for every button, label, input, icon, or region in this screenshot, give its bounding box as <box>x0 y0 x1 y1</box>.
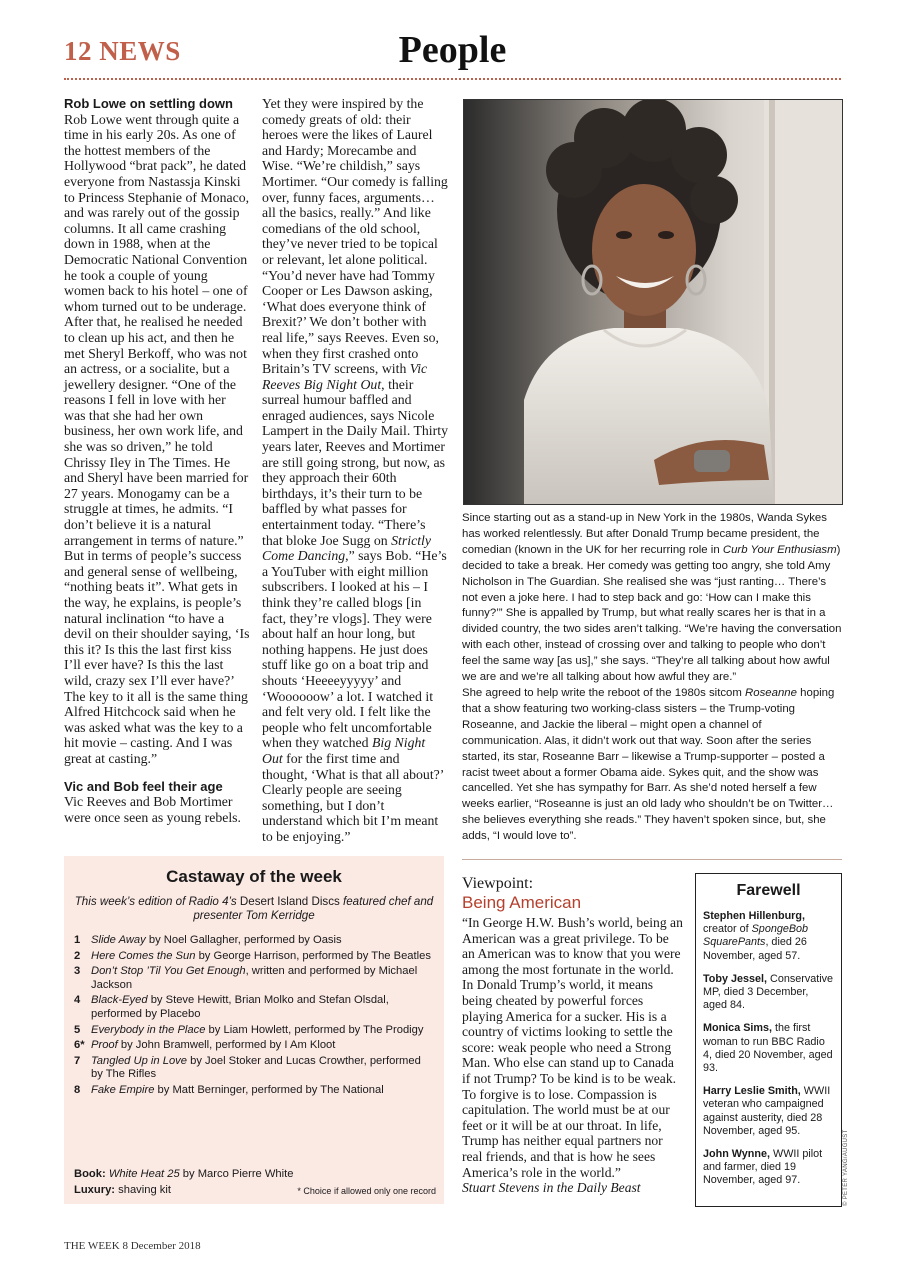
viewpoint-source: Stuart Stevens in the Daily Beast <box>462 1180 641 1196</box>
caption-text-1: Since starting out as a stand-up in New York in the 1980s, Wanda Sykes has worked relentlessly. But after Donald Trump became president, the comedian (known in the UK for her recurring role in <box>462 512 827 556</box>
track-number: 2 <box>74 949 81 962</box>
wanda-sykes-photo <box>463 99 843 505</box>
viewpoint-quote: “In George H.W. Bush’s world, being an American was a great privilege. To be an American was to know that you were among the most fortunate in the world. In Donald Trump’s world, it means being cheated by powerful forces playing America for a sucker. His is a country of victims looking to settle the score: weak people who need a Strong Man. Who else can stand up to Canada if not Trump? To be kind is to be weak. To forgive is to lose. Compassion is capitulation. The world must be at our feet or it will be at our throat. In life, Trump has neither equal partners nor real friends, and that is how he sees America’s role in the world.” <box>462 915 683 1180</box>
obituary-entry <box>703 973 834 1013</box>
obituary-entry <box>703 1022 834 1075</box>
obituary-entry <box>703 1085 834 1138</box>
track-title: Black-Eyed <box>91 994 148 1007</box>
track-title: Here Comes the Sun <box>91 949 196 962</box>
rob-lowe-column <box>64 96 250 825</box>
track-credit: by Joel Stoker and Lucas Crowther, performed by The Rifles <box>91 1054 421 1081</box>
page-header <box>64 30 841 80</box>
show-title: Strictly Come Dancing <box>262 532 432 564</box>
obituary-name: Monica Sims, <box>703 1022 772 1035</box>
caption-text-4: hoping that a show featuring two working-class sisters – the Trump-voting Roseanne, and Jackie the liberal – might open a channel of communication. Alas, it didn’t work out that way. Soon after the series started, its star, Roseanne Barr – likewise a Trump-supporter – posted a racist tweet about a former Obama aide. Sykes quit, and the show was cancelled. Yet she has sympathy for Barr. As she’d noted herself a few weeks earlier, “Roseanne is just an old lady who shouldn’t be on Twitter… she believes everything she reads.” They haven’t spoken since, but, she adds, “I would love to”. <box>462 686 835 843</box>
vic-bob-intro: Vic Reeves and Bob Mortimer were once seen as young rebels. <box>64 794 241 825</box>
obituary-text: WWII veteran who campaigned against austerity, died 28 November, aged 95. <box>703 1085 831 1137</box>
vic-bob-text-2: , their surreal humour baffled and enraged audiences, says Nicole Lampert in the Daily Mail. Thirty years later, Reeves and Mortimer are still going strong, but now, as they approach their 60th birthdays, it’s their turn to be baffled by what passes for entertainment today. “There’s that bloke Joe Sugg on <box>262 376 448 548</box>
luxury-label: Luxury: <box>74 1184 116 1196</box>
castaway-intro <box>74 895 434 923</box>
track-title: Tangled Up in Love <box>91 1054 187 1067</box>
track-credit: by John Bramwell, performed by I Am Kloot <box>117 1039 336 1052</box>
caption-text-2: ) decided to take a break. Her comedy was getting too angry, she told Amy Nicholson in The Guardian. She realised she was “just ranting… There’s not even a joke here. I had to step back and go: ‘How can I make this funny?’” She is appalled by Trump, but what really scares her is that in a divided country, the two sides aren’t talking. “We’re having the conversation with each other, instead of crossing over and talking to people who don’t feel the same way [as us],” she says. “They’re all talking about how awful we are and we’re all talking about how awful they are.” <box>462 543 842 684</box>
obituary-name: Harry Leslie Smith, <box>703 1085 801 1098</box>
obituary-name: Stephen Hillenburg, <box>703 910 805 922</box>
rob-lowe-body: Rob Lowe went through quite a time in his early 20s. As one of the hottest members of the Hollywood “brat pack”, he dated everyone from Nastassja Kinski to Princess Stephanie of Monaco, and was rarely out of the gossip columns. It all came crashing down in 1988, when at the Democratic National Convention he took a couple of young women back to his hotel – one of whom turned out to be underage. After that, he realised he needed to clean up his act, and then he met Sheryl Berkoff, who was not an actress, or a socialite, but a jewellery designer. “One of the reasons I fell in love with her was that she had her own business, her own work life, and she was so driven,” he told Chrissy Iley in The Times. He and Sheryl have been married for 27 years. Monogamy can be a struggle at times, he admits. “I don’t believe it is a natural arrangement in terms of nature.” But in terms of people’s success and general sense of wellbeing, “nothing beats it”. What gets in the way, he explains, is people’s natural inclination “to have a devil on their shoulder saying, ‘Is this it? Is this the last first kiss I’ll ever have? Is this the last wild, crazy sex I’ll ever have?’ The key to it all is the same thing Alfred Hitchcock said when he was asked what was the key to a hit movie – casting. And I was great at casting.” <box>64 111 250 766</box>
page-number: 12 NEWS <box>64 36 181 66</box>
track-credit: by Matt Berninger, performed by The National <box>154 1083 384 1096</box>
track-title: Proof <box>91 1039 118 1052</box>
obituary-text: WWII pilot and farmer, died 19 November, aged 97. <box>703 1148 823 1187</box>
track-credit: by Steve Hewitt, Brian Molko and Stefan Olsdal, performed by Placebo <box>91 994 389 1020</box>
track-number: 1 <box>74 934 81 946</box>
show-title: Roseanne <box>745 686 797 699</box>
list-item <box>74 965 434 992</box>
rob-lowe-heading: Rob Lowe on settling down <box>64 96 233 111</box>
list-item <box>74 1055 434 1082</box>
section-divider <box>462 859 842 860</box>
castaway-footnote: * Choice if allowed only one record <box>297 1186 436 1196</box>
list-item <box>74 934 434 948</box>
track-credit: by George Harrison, performed by The Beatles <box>195 949 431 962</box>
castaway-title: Castaway of the week <box>166 867 342 886</box>
obituary-entry <box>703 1148 834 1188</box>
list-item <box>74 1024 434 1038</box>
farewell-box <box>695 873 842 1207</box>
page-folio: THE WEEK 8 December 2018 <box>64 1240 201 1252</box>
list-item <box>74 1039 434 1053</box>
track-credit: by Noel Gallagher, performed by Oasis <box>145 934 342 946</box>
obituary-text: , died 26 November, aged 57. <box>703 936 807 962</box>
list-item <box>74 950 434 964</box>
viewpoint-title: Being American <box>462 893 582 912</box>
track-list <box>74 934 434 1098</box>
track-number: 6* <box>74 1039 85 1052</box>
list-item <box>74 994 434 1021</box>
vic-bob-text-3: ,” says Bob. “He’s a YouTuber with eight million subscribers. I looked at his – I think they’re called blogs [in fact, they’re vlogs]. They were about half an hour long, but nothing happens. He just does stuff like go on a boat trip and shouts ‘Heeeeyyyyy’ and ‘Woooooow’ a lot. I watched it and felt very old. I felt like the people who felt uncomfortable when they watched <box>262 548 447 751</box>
list-item <box>74 1084 434 1098</box>
castaway-box <box>64 856 444 1204</box>
farewell-title: Farewell <box>736 882 801 899</box>
obituary-text: the first woman to run BBC Radio 4, died 20 November, aged 93. <box>703 1022 833 1075</box>
portrait-illustration <box>464 100 843 505</box>
show-title: Curb Your Enthusiasm <box>722 543 837 556</box>
obituary-text: creator of <box>703 923 752 936</box>
track-credit: , written and performed by Michael Jackson <box>91 965 418 991</box>
vic-bob-heading: Vic and Bob feel their age <box>64 778 223 794</box>
castaway-book <box>74 1168 434 1180</box>
intro-text: featured chef and presenter Tom Kerridge <box>193 895 434 922</box>
track-credit: by Liam Howlett, performed by The Prodigy <box>205 1023 424 1036</box>
obituary-entry <box>703 910 834 963</box>
luxury-value: shaving kit <box>115 1184 171 1196</box>
book-author: by Marco Pierre White <box>179 1168 294 1180</box>
show-title: Vic Reeves Big Night Out <box>262 361 428 392</box>
track-title: Fake Empire <box>91 1083 155 1096</box>
vic-bob-column <box>262 96 448 845</box>
intro-text: This week’s edition of Radio 4’s <box>74 895 240 908</box>
track-number: 3 <box>74 965 81 978</box>
photo-credit: © PETER YANG/AUGUST <box>843 1129 849 1206</box>
caption-text-3: She agreed to help write the reboot of the 1980s sitcom <box>462 686 746 699</box>
track-number: 7 <box>74 1054 81 1067</box>
photo-caption <box>462 511 844 845</box>
book-label: Book: <box>74 1168 106 1180</box>
vic-bob-text-4: for the first time and thought, ‘What is that all about?’ Clearly people are seeing something, but I don’t understand which bit I’m meant to be enjoying.” <box>262 750 444 844</box>
show-title: Big Night Out <box>262 735 426 766</box>
obituary-name: Toby Jessel, <box>703 972 768 985</box>
section-title: People <box>398 29 507 71</box>
track-title: Don’t Stop ’Til You Get Enough <box>91 965 246 978</box>
track-number: 5 <box>74 1023 81 1036</box>
book-title: White Heat 25 <box>108 1168 180 1180</box>
obituary-text: Conservative MP, died 3 December, aged 84. <box>703 972 834 1012</box>
vic-bob-text-1: Yet they were inspired by the comedy greats of old: their heroes were the likes of Laurel and Hardy; Morecambe and Wise. “We’re childish,” says Mortimer. “Our comedy is falling over, funny faces, arguments… all the basics, really.” And like comedians of the old school, they’ve never tried to be topical or relevant, let alone political. “You’d never have had Tommy Cooper or Les Dawson asking, ‘What does everyone think of Brexit?’ We don’t bother with real life,” says Reeves. Even so, when they first crashed onto Britain’s TV screens, with <box>262 96 448 377</box>
track-title: Everybody in the Place <box>91 1023 206 1036</box>
track-number: 8 <box>74 1083 81 1096</box>
show-title: SpongeBob SquarePants <box>703 923 809 949</box>
programme-name: Desert Island Discs <box>239 895 340 908</box>
track-number: 4 <box>74 994 81 1007</box>
viewpoint-box <box>462 874 684 1196</box>
obituary-name: John Wynne, <box>703 1148 770 1161</box>
viewpoint-label: Viewpoint: <box>462 875 534 892</box>
track-title: Slide Away <box>91 934 146 946</box>
